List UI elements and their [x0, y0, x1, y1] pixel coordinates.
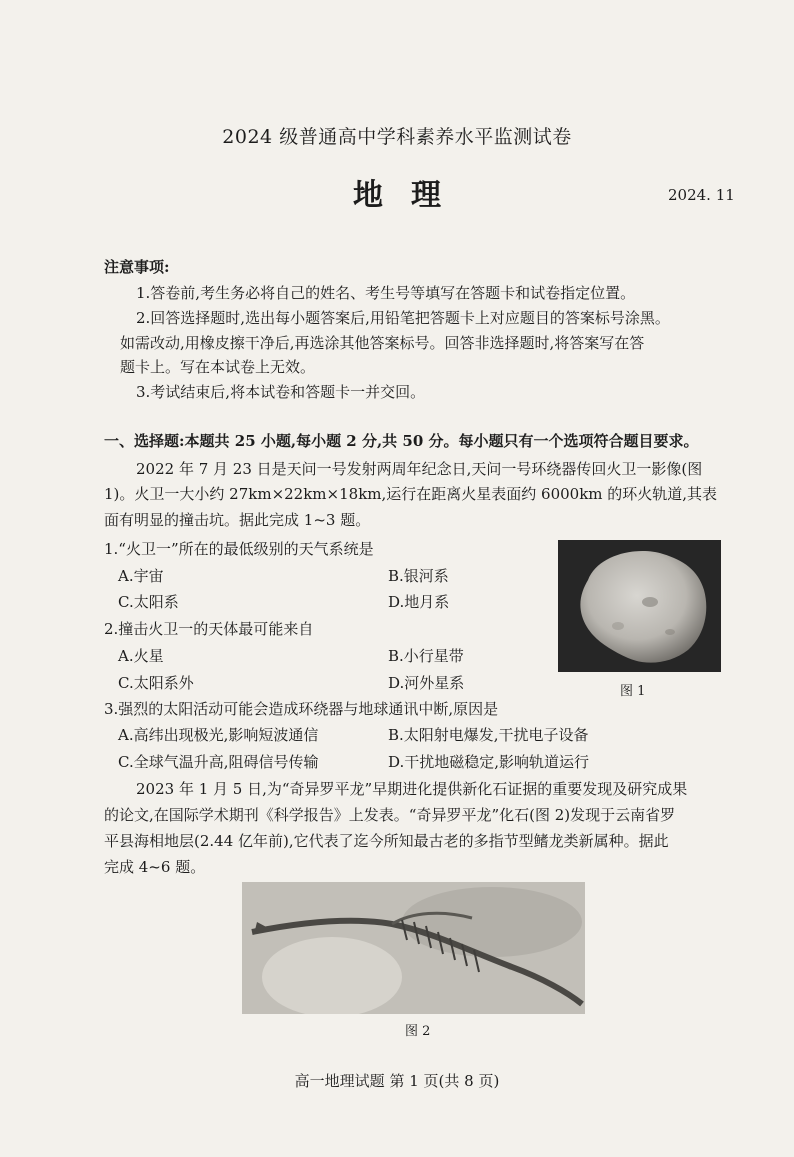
section-heading: 一、选择题:本题共 25 小题,每小题 2 分,共 50 分。每小题只有一个选项符合题目要求。	[104, 432, 699, 450]
question-3-option-a: A.高纬出现极光,影响短波通信	[118, 726, 319, 744]
subject-title: 地理	[353, 178, 469, 213]
passage-line: 1)。火卫一大小约 27km×22km×18km,运行在距离火星表面约 6000km 的环火轨道,其表	[104, 485, 718, 503]
notes-line: 题卡上。写在本试卷上无效。	[120, 358, 316, 376]
question-3-option-c: C.全球气温升高,阻碍信号传输	[118, 753, 319, 771]
question-2-option-b: B.小行星带	[388, 647, 464, 665]
figure-2-caption: 图 2	[405, 1024, 431, 1039]
question-1-stem: 1.“火卫一”所在的最低级别的天气系统是	[104, 540, 374, 558]
page-footer: 高一地理试题 第 1 页(共 8 页)	[294, 1072, 500, 1090]
figure-1-caption: 图 1	[620, 684, 646, 699]
exam-date: 2024. 11	[668, 186, 735, 204]
notes-heading: 注意事项:	[104, 258, 170, 276]
question-3-option-d: D.干扰地磁稳定,影响轨道运行	[388, 753, 590, 771]
notes-line: 1.答卷前,考生务必将自己的姓名、考生号等填写在答题卡和试卷指定位置。	[136, 284, 636, 302]
question-1-option-d: D.地月系	[388, 593, 450, 611]
question-3-stem: 3.强烈的太阳活动可能会造成环绕器与地球通讯中断,原因是	[104, 700, 499, 718]
figure-2-fossil-image	[242, 882, 585, 1014]
notes-line: 如需改动,用橡皮擦干净后,再选涂其他答案标号。回答非选择题时,将答案写在答	[120, 334, 645, 352]
notes-line: 2.回答选择题时,选出每小题答案后,用铅笔把答题卡上对应题目的答案标号涂黑。	[136, 309, 670, 327]
exam-title: 2024 级普通高中学科素养水平监测试卷	[222, 126, 572, 148]
passage-line: 平县海相地层(2.44 亿年前),它代表了迄今所知最古老的多指节型鳍龙类新属种。据此	[104, 832, 669, 850]
passage-line: 完成 4~6 题。	[104, 858, 206, 876]
question-1-option-b: B.银河系	[388, 567, 449, 585]
passage-line: 2023 年 1 月 5 日,为“奇异罗平龙”早期进化提供新化石证据的重要发现及研究成果	[136, 780, 688, 798]
question-1-option-c: C.太阳系	[118, 593, 179, 611]
passage-line: 面有明显的撞击坑。据此完成 1~3 题。	[104, 511, 371, 529]
passage-line: 2022 年 7 月 23 日是天问一号发射两周年纪念日,天问一号环绕器传回火卫一影像(图	[136, 460, 703, 478]
question-3-option-b: B.太阳射电爆发,干扰电子设备	[388, 726, 589, 744]
question-2-stem: 2.撞击火卫一的天体最可能来自	[104, 620, 314, 638]
question-2-option-a: A.火星	[118, 647, 164, 665]
question-2-option-d: D.河外星系	[388, 674, 465, 692]
question-2-option-c: C.太阳系外	[118, 674, 194, 692]
notes-line: 3.考试结束后,将本试卷和答题卡一并交回。	[136, 383, 426, 401]
question-1-option-a: A.宇宙	[118, 567, 164, 585]
passage-line: 的论文,在国际学术期刊《科学报告》上发表。“奇异罗平龙”化石(图 2)发现于云南省罗	[104, 806, 676, 824]
figure-1-phobos-image	[558, 540, 721, 672]
